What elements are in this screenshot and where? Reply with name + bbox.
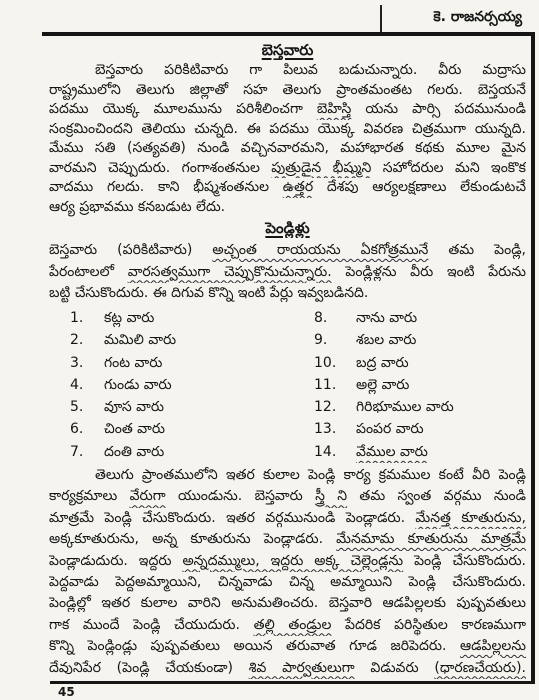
header-rule [42,32,535,36]
paragraph-line [49,262,526,284]
surname-name: కట్ల వారు [104,310,155,326]
paragraph-line [49,61,526,81]
paragraph-line [49,81,526,101]
paragraph-line [49,120,526,140]
paragraph-line [49,100,526,120]
paragraph-line [49,486,526,507]
surname-item [314,396,514,418]
paragraph-line [49,508,526,529]
running-header-author: కె. రాజనర్సయ్య [433,9,522,25]
text-run: తెలుగు ప్రాంతములోని ఇతర కులాల పెండ్లి కార్య క్రమముల కంటే వీరి పెండ్లి [95,467,526,483]
text-run: విడువరు [354,659,435,676]
surname-number: 6. [70,421,84,438]
paragraph-line [49,240,526,262]
text-run: పెండ్లి చేసుకొందురు. [403,552,526,569]
surname-number: 13. [314,421,337,438]
surname-name: శబల వారు [356,332,417,349]
paragraph-line [49,139,526,159]
surname-item [70,418,270,440]
text-run: పదము యొక్క మూలమును పరిశీలించగా [49,101,317,117]
text-run: గాక ముందే పెండ్లి చేయుదురు. [49,616,254,633]
surname-item [70,352,270,374]
text-run: మాత్రమే పెండ్లి చేసుకొందురు. ఇతర వర్గమునుండి పెండ్లాడరు. [49,509,416,526]
text-run: పెండ్లిల్లో ఇతర కులాల వారిని అనుమతించరు. బెస్తవారి ఆడపిల్లలకు పుష్పవతులు [49,595,526,612]
surname-number: 4. [70,376,84,393]
surname-name: గంట వారు [104,354,163,371]
underlined-text-run: మేనత్త కూతురును, [415,509,526,526]
underlined-text-run: (ధారణచేయరు). [434,659,526,676]
paragraph-line [49,283,526,305]
text-run: సహోదరుల మని ఇంకొక [371,159,526,176]
text-run: పేరంటాలలో [49,263,128,280]
paragraph-bestavaru [49,61,526,217]
text-run: మేము సతి (సత్యవతి) నుండి వచ్చినవారమని, మహాభారత కథకు మూల మైన [49,140,526,156]
text-run: పెండ్లిళ్లను వీరు ఇంటి పేరును [331,263,526,280]
surname-name: వేముల వారు [356,443,428,460]
surname-item [314,374,514,396]
surname-name: పంపర వారు [356,421,424,438]
surname-item [314,352,514,374]
text-run: దేశపు ఆర్యలక్షణాలు లేకుండుటచే [313,179,526,195]
paragraph-pendlillu-body [49,465,526,679]
surname-item [70,374,270,396]
underlined-text-run: తల్లి తండ్రుల [253,616,332,633]
text-run: బట్టి చేసుకొందురు. ఈ దిగువ కొన్ని ఇంటి పేర్లు ఇవ్వబడినది. [49,285,369,301]
underlined-text-run: వేరుగా [129,488,166,505]
surname-item [70,441,270,463]
surname-item [314,307,514,329]
text-run: తమ స్వంత వర్గము నుండి [347,488,526,505]
section-heading-text: పెండ్లిళ్లు [265,219,310,237]
underlined-text-run: వారసత్వముగా చెప్పుకొనుచున్నారు. [127,263,332,280]
text-run: బెస్తవారు పరికిటివారు గా పిలువ బడుచున్నారు. వీరు మద్రాసు [95,62,526,78]
text-run: కార్యక్రమాలు [49,488,130,505]
paragraph-line [49,178,526,198]
section-heading-text: బెస్తవారు [261,41,314,59]
section-heading-pendlillu [50,218,525,238]
paragraph-line [49,465,526,486]
running-header [380,5,530,32]
surname-item [70,307,270,329]
paragraph-line [49,593,526,614]
underlined-text-run: అన్నదమ్ములు, ఇద్దరు అక్క చెల్లెండ్లను [182,552,404,569]
paragraph-line [49,198,526,218]
surname-name: బద్ర వారు [356,354,409,371]
surname-name: గుండు వారు [104,376,172,393]
page-border-bottom [50,681,535,684]
surname-name: దంతి వారు [104,443,165,460]
underlined-text-run: ఉత్తర [282,179,314,195]
surname-number: 10. [314,354,337,371]
text-run: బెస్తవారు (పరికిటివారు) [49,242,213,258]
surname-number: 3. [70,354,84,371]
paragraph-line [49,159,526,179]
paragraph-line [49,658,526,679]
paragraph-line [49,615,526,636]
underlined-text-run: బెహిస్తి [316,101,352,117]
paragraph-line [49,551,526,572]
surname-number: 8. [314,310,328,326]
text-run: పెద్దవాడు పెద్దఅమ్మాయిని, చిన్నవాడు చిన్న అమ్మాయిని పెండ్లి చేసుకొందురు. [49,573,526,590]
paragraph-line [49,529,526,550]
surname-number: 5. [70,399,84,416]
text-run: పెండ్లాడుదురు. ఇద్దరు [49,552,183,569]
surname-name: చింత వారు [104,421,165,438]
text-run: దేవునిపేర (పెండ్లి చేయకుండా) [49,659,249,676]
surname-number: 9. [314,332,328,349]
paragraph-line [49,572,526,593]
surname-name: వూస వారు [104,399,164,416]
text-run: తమ పెండ్లి, [428,242,526,258]
surname-number: 1. [70,310,84,326]
paragraph-line [49,636,526,657]
surname-number: 7. [70,443,84,460]
surname-name: మమిలి వారు [104,332,177,349]
text-run: యను పార్సి పదమునుండి [351,101,526,117]
text-run: సంక్రమించిందని తెలియు చున్నది. ఈ పదము యొక్క వివరణ చిత్రముగా యున్నది. [49,120,526,137]
paragraph-pendlillu-intro [49,240,526,305]
surname-list-column-right [314,307,514,463]
underlined-text-run: ఆడపిల్లలను [459,638,526,655]
text-run: యుండును. బెస్తవారు [165,488,316,505]
surname-name: నాను వారు [356,310,418,326]
surname-number: 11. [314,376,337,393]
text-run: అక్కకూతురును, అన్న కూతురును పెండ్లాడరు. [49,531,337,548]
underlined-text-run: మేనమామ కూతురును మాత్రమే [336,531,526,548]
page-number: 45 [58,685,75,699]
underlined-text-run: అచ్చంత రాయయను ఏకగోత్రమునే [212,242,429,258]
surname-number: 2. [70,332,84,349]
text-run: వారమని చెప్పుదురు. గంగాశంతనుల [49,159,272,176]
surname-list [0,307,539,464]
text-run: రాష్ట్రములోని తెలుగు జిల్లాతో సహ తెలుగు ప్రాంతమంతట గలరు. బెస్తయనే [49,81,526,98]
text-run: కొన్ని పెండ్లిండ్లు పుష్పవతులు అయిన తరువాత గూడ జరిపెదరు. [49,638,460,655]
surname-item [70,329,270,351]
surname-name: అల్లె వారు [356,376,410,393]
section-heading-bestavaru [50,40,525,60]
surname-number: 14. [314,443,337,460]
underlined-text-run: పుత్రుడైన భీష్ముని [271,159,372,176]
text-run: ఆర్య ప్రభావము కనబడుట లేదు. [49,198,226,215]
text-run: పేదరిక పరిస్థితుల కారణముగా [331,616,526,633]
underlined-text-run: శివ పార్వతులుగా [248,659,355,676]
surname-name: గిరిభూముల వారు [356,399,454,416]
text-run: వాదము గలదు. కాని భీష్మశంతనుల [49,179,283,195]
surname-number: 12. [314,399,337,416]
surname-item [314,441,514,463]
surname-item [314,329,514,351]
surname-item [314,418,514,440]
underlined-text-run: స్త్రీ ని [315,488,348,505]
surname-item [70,396,270,418]
surname-list-column-left [70,307,270,463]
